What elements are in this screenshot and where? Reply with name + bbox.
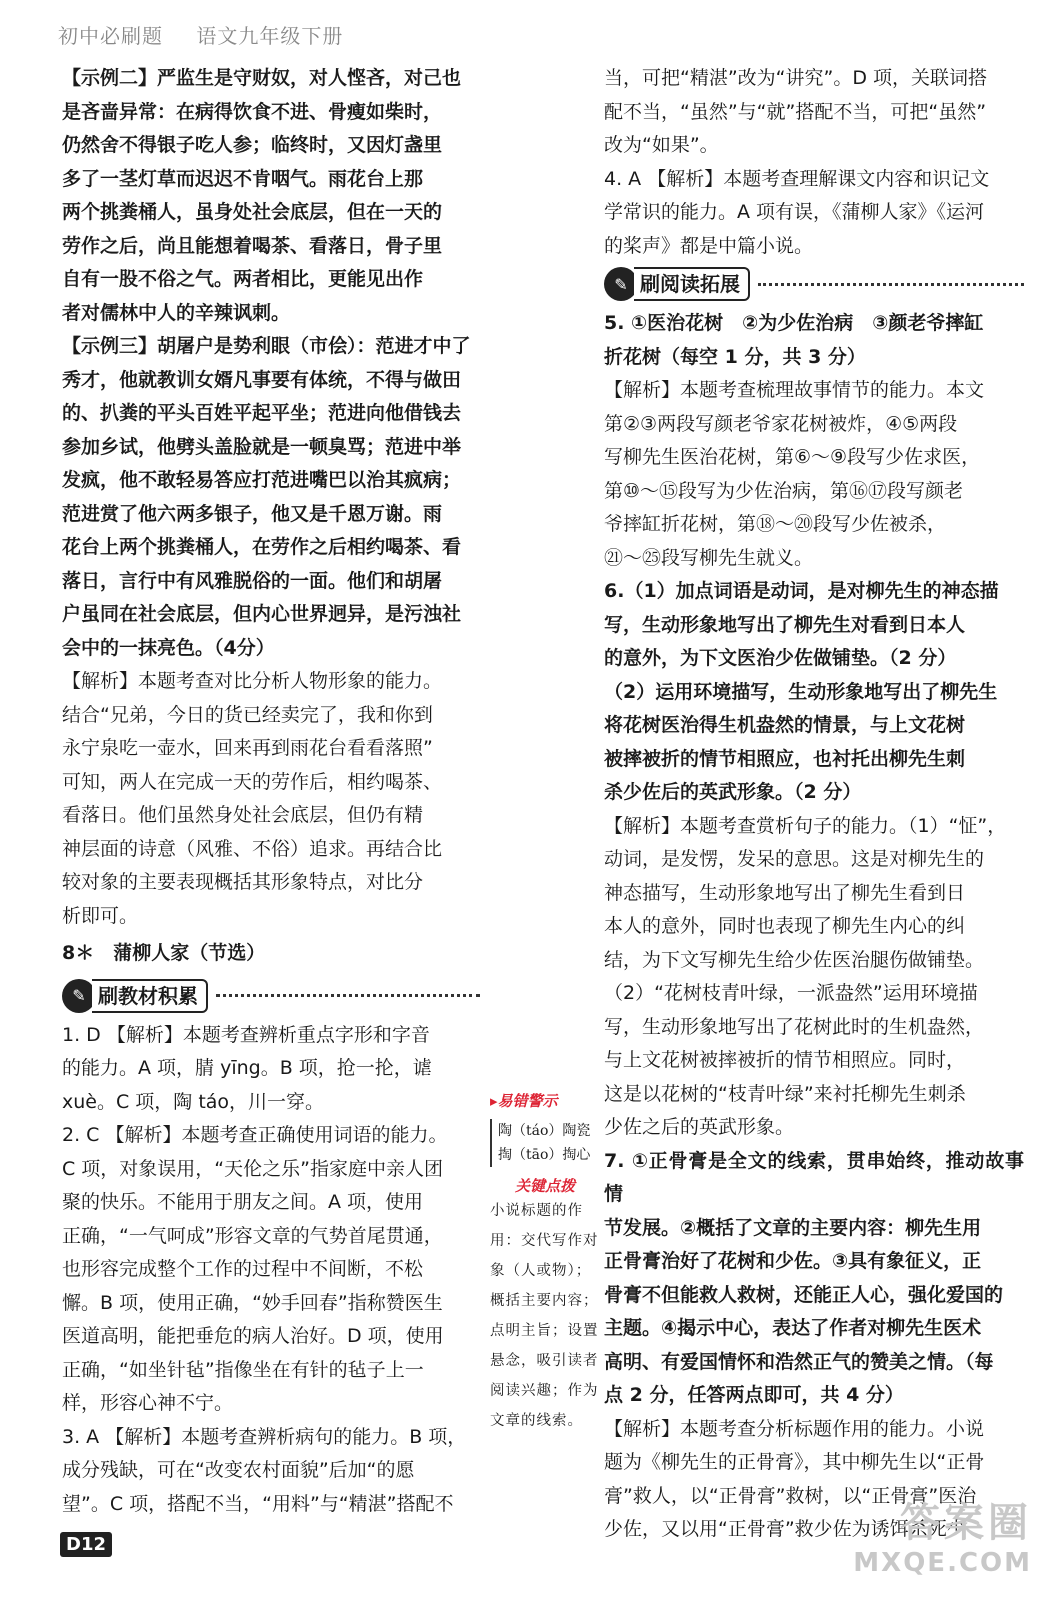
text-line: 劳作之后，尚且能想着喝茶、看落日，骨子里	[62, 234, 443, 257]
text-line: 发疯，他不敢轻易答应打范进嘴巴以治其疯病；	[62, 469, 462, 491]
text-line: 将花树医治得生机盎然的情景，与上文花树	[604, 714, 966, 736]
text-line: 神层面的诗意（风雅、不俗）追求。再结合比	[62, 837, 443, 860]
text-line: 户虽同在社会底层，但内心世界迥异，是污浊社	[62, 603, 462, 625]
text-line: 被摔被折的情节相照应，也衬托出柳先生刺	[604, 747, 966, 770]
text-line: 懈。B 项，使用正确，“妙手回春”指称赞医生	[62, 1291, 443, 1314]
text-line: 当，可把“精湛”改为“讲究”。D 项，关联词搭	[604, 67, 988, 89]
text-line: C 项，对象误用，“天伦之乐”指家庭中亲人团	[62, 1157, 443, 1180]
text-line: 结，为下文写柳先生给少佐医治腿伤做铺垫。	[604, 948, 985, 971]
text-line: 写，生动形象地写出了柳先生对看到日本人	[604, 613, 966, 636]
text-line: 可知，两人在完成一天的劳作后，相约喝茶、	[62, 770, 443, 793]
text-line: 配不当，“虽然”与“就”搭配不当，可把“虽然”	[604, 100, 987, 123]
arrow-icon: ▸	[490, 1092, 498, 1110]
text-line: 医道高明，能把垂危的病人治好。D 项，使用	[62, 1325, 444, 1347]
section-banner-reading	[604, 265, 1024, 303]
text-line: 会中的一抹亮色。（4分）	[62, 636, 275, 659]
text-line: 的桨声》都是中篇小说。	[604, 234, 814, 257]
page-number: D12	[60, 1532, 112, 1557]
pair-line-1: 陶（táo）陶瓷	[498, 1123, 591, 1139]
text-line: xuè。C 项，陶 táo，川一穿。	[62, 1090, 325, 1113]
text-line: 聚的快乐。不能用于朋友之间。A 项，使用	[62, 1191, 424, 1213]
text-line: 写柳先生医治花树，第⑥～⑨段写少佐求医，	[604, 446, 981, 468]
running-header	[58, 20, 369, 49]
book-name: 初中必刷题	[58, 24, 163, 48]
text-line: （2）运用环境描写，生动形象地写出了柳先生	[604, 680, 998, 703]
text-line: 主题。④揭示中心，表达了作者对柳先生医术	[604, 1317, 982, 1339]
text-line: 与上文花树被摔被折的情节相照应。同时，	[604, 1049, 966, 1071]
text-line: 1. D 【解析】本题考查辨析重点字形和字音	[62, 1023, 430, 1046]
text-line: 4. A 【解析】本题考查理解课文内容和识记文	[604, 167, 990, 190]
text-line: 3. A 【解析】本题考查辨析病句的能力。B 项，	[62, 1425, 467, 1448]
banner-label: 刷阅读拓展	[634, 267, 750, 301]
text-line: 骨膏不但能救人救树，还能正人心，强化爱国的	[604, 1283, 1004, 1306]
dotted-divider	[216, 994, 480, 997]
text-line: （2）“花树枝青叶绿，一派盎然”运用环境描	[604, 982, 978, 1004]
pinyin-pair	[490, 1119, 600, 1167]
text-line: 的能力。A 项，腈 yīng。B 项，抢一抡，谑	[62, 1057, 432, 1079]
right-answer-block	[604, 62, 1024, 263]
text-line: 看落日。他们虽然身处社会底层，但仍有精	[62, 804, 424, 826]
text-line: 正确，“如坐针毡”指像坐在有针的毡子上一	[62, 1358, 424, 1381]
pair-line-2: 掏（tāo）掏心	[498, 1147, 591, 1163]
text-line: 爷摔缸折花树，第⑱～⑳段写少佐被杀，	[604, 513, 947, 535]
text-line: 【解析】本题考查分析标题作用的能力。小说	[604, 1417, 985, 1440]
text-line: 改为“如果”。	[604, 134, 719, 156]
text-line: 节发展。②概括了文章的主要内容：柳先生用	[604, 1216, 982, 1239]
text-line: 仍然舍不得银子吃人参；临终时，又因灯盏里	[62, 134, 443, 156]
text-line: 【示例二】严监生是守财奴，对人悭吝，对己也	[62, 67, 462, 89]
text-line: 杀少佐后的英武形象。（2 分）	[604, 781, 862, 803]
text-line: 本人的意外，同时也表现了柳先生内心的纠	[604, 915, 966, 937]
text-line: 多了一茎灯草而迟迟不肯咽气。雨花台上那	[62, 167, 424, 190]
text-line: 这是以花树的“枝青叶绿”来衬托柳先生刺杀	[604, 1082, 966, 1105]
right-answer-block-2	[604, 307, 1024, 1547]
text-line: 7. ①正骨膏是全文的线索，贯串始终，推动故事情	[604, 1149, 1024, 1205]
text-line: 析即可。	[62, 904, 139, 927]
text-line: 少佐之后的英武形象。	[604, 1116, 795, 1138]
text-line: 【解析】本题考查梳理故事情节的能力。本文	[604, 379, 985, 401]
text-line: 样，形容心神不宁。	[62, 1392, 234, 1414]
text-line: 2. C 【解析】本题考查正确使用词语的能力。	[62, 1124, 448, 1146]
text-line: 落日，言行中有风雅脱俗的一面。他们和胡屠	[62, 569, 443, 592]
watermark	[853, 1491, 1032, 1578]
banner-label: 刷教材积累	[92, 979, 208, 1013]
text-line: 第⑩～⑮段写为少佐治病，第⑯⑰段写颜老	[604, 479, 964, 502]
text-line: 点 2 分，任答两点即可，共 4 分）	[604, 1384, 904, 1406]
brush-icon: ✎	[62, 979, 96, 1013]
text-line: 两个挑粪桶人，虽身处社会底层，但在一天的	[62, 201, 443, 223]
tip-title-text: 易错警示	[497, 1092, 558, 1110]
text-line: 动词，是发愣，发呆的意思。这是对柳先生的	[604, 848, 985, 870]
text-line: 题为《柳先生的正骨膏》，其中柳先生以“正骨	[604, 1451, 985, 1473]
text-line: 的、扒粪的平头百姓平起平坐；范进向他借钱去	[62, 402, 462, 424]
side-notes	[490, 1090, 600, 1436]
subject-name: 语文九年级下册	[196, 24, 344, 48]
text-line: 自有一股不俗之气。两者相比，更能见出作	[62, 268, 424, 290]
text-line: 正确，“一气呵成”形容文章的气势首尾贯通，	[62, 1224, 443, 1247]
section-banner-textbook	[62, 977, 480, 1015]
text-line: 6.（1）加点词语是动词，是对柳先生的神态描	[604, 580, 999, 602]
text-line: 【解析】本题考查对比分析人物形象的能力。	[62, 670, 443, 692]
text-line: 【解析】本题考查赏析句子的能力。（1）“怔”，	[604, 814, 1007, 837]
text-line: 正骨膏治好了花树和少佐。③具有象征义，正	[604, 1250, 982, 1272]
text-line: 花台上两个挑粪桶人，在劳作之后相约喝茶、看	[62, 536, 462, 558]
text-line: 第②③两段写颜老爷家花树被炸，④⑤两段	[604, 412, 958, 435]
text-line: 也形容完成整个工作的过程中不间断，不松	[62, 1258, 424, 1280]
section-title: 8＊ 蒲柳人家（节选）	[62, 942, 266, 964]
left-column	[62, 62, 480, 1521]
tip-title	[490, 1090, 600, 1111]
text-line: 是吝啬异常：在病得饮食不进、骨瘦如柴时，	[62, 100, 443, 123]
text-line: 高明、有爱国情怀和浩然正气的赞美之情。（每	[604, 1350, 994, 1373]
text-line: 秀才，他就教训女婿凡事要有体统，不得与做田	[62, 368, 462, 391]
text-line: 范进赏了他六两多银子，他又是千恩万谢。雨	[62, 502, 443, 525]
text-line: ㉑～㉕段写柳先生就义。	[604, 546, 814, 569]
right-column	[604, 62, 1024, 1547]
text-line: 【示例三】胡屠户是势利眼（市侩）：范进才中了	[62, 335, 471, 357]
text-line: 写，生动形象地写出了花树此时的生机盎然，	[604, 1015, 985, 1038]
text-line: 者对儒林中人的辛辣讽刺。	[62, 301, 291, 324]
text-line: 少佐，又以用“正骨膏”救少佐为诱饵杀死少	[604, 1518, 966, 1540]
text-line: 成分残缺，可在“改变农村面貌”后加“的愿	[62, 1459, 415, 1481]
watermark-bottom: MXQE.COM	[853, 1548, 1032, 1578]
key-title: 关键点拨	[514, 1177, 575, 1195]
text-line: 学常识的能力。A 项有误，《蒲柳人家》《运河	[604, 201, 985, 223]
text-line: 神态描写，生动形象地写出了柳先生看到日	[604, 881, 966, 904]
text-line: 参加乡试，他劈头盖脸就是一顿臭骂；范进中举	[62, 435, 462, 458]
dotted-divider	[758, 283, 1024, 286]
left-answer-block	[62, 62, 480, 933]
text-line: 永宁泉吃一壶水，回来再到雨花台看看落照”	[62, 737, 433, 759]
text-line: 望”。C 项，搭配不当，“用料”与“精湛”搭配不	[62, 1492, 454, 1515]
text-line: 较对象的主要表现概括其形象特点，对比分	[62, 871, 424, 893]
text-line: 折花树（每空 1 分，共 3 分）	[604, 345, 866, 368]
text-line: 膏”救人，以“正骨膏”救树，以“正骨膏”医治	[604, 1484, 977, 1507]
text-line: 5. ①医治花树 ②为少佐治病 ③颜老爷摔缸	[604, 312, 984, 334]
brush-icon: ✎	[604, 267, 638, 301]
left-answer-block-2	[62, 1019, 480, 1522]
watermark-top: 答案圈	[900, 1500, 1032, 1546]
key-note: 小说标题的作用：交代写作对象（人或物）；概括主要内容；点明主旨；设置悬念，吸引读者阅读兴趣；作为文章的线索。	[490, 1203, 599, 1429]
text-line: 结合“兄弟，今日的货已经卖完了，我和你到	[62, 703, 433, 726]
text-line: 的意外，为下文医治少佐做铺垫。（2 分）	[604, 647, 957, 669]
